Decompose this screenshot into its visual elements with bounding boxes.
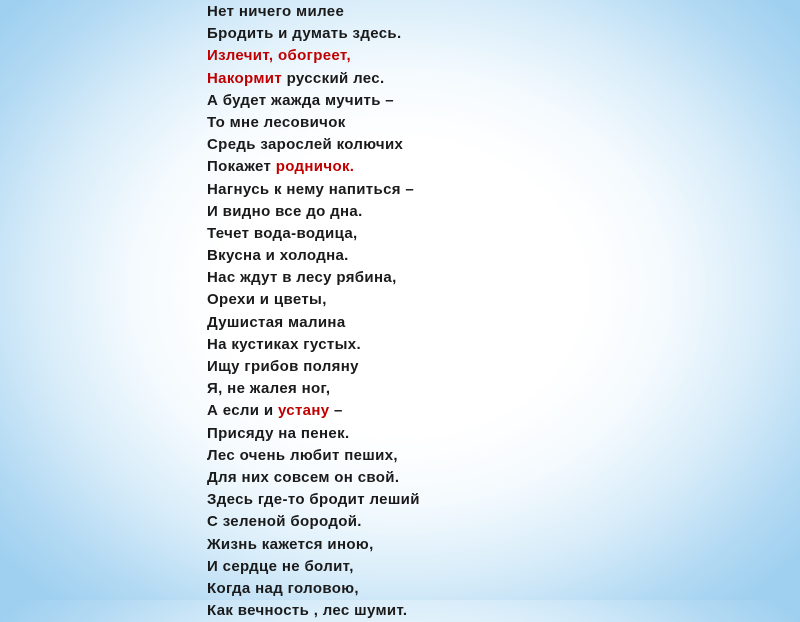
poem-line	[207, 312, 587, 334]
poem-text-segment: русский лес.	[282, 69, 385, 87]
poem-line	[207, 1, 587, 23]
poem-line	[207, 267, 587, 289]
poem-text-segment: И видно все до дна.	[207, 202, 363, 220]
poem-line	[207, 201, 587, 223]
poem-text-segment: И сердце не болит,	[207, 557, 354, 575]
poem-text-segment: То мне лесовичок	[207, 113, 346, 131]
poem-text-segment: Душистая малина	[207, 313, 346, 331]
poem-text-segment: Вкусна и холодна.	[207, 247, 349, 265]
poem-line	[207, 245, 587, 267]
highlighted-word: родничок.	[275, 158, 355, 176]
poem-line	[207, 534, 587, 556]
poem-text-segment: Нет ничего милее	[207, 3, 345, 20]
poem-text-segment: Средь зарослей колючих	[207, 136, 404, 154]
poem-line	[207, 134, 587, 156]
poem-line	[207, 445, 587, 467]
poem-line	[207, 467, 587, 489]
poem-text-segment: Как вечность , лес шумит.	[207, 602, 408, 620]
poem-line	[207, 156, 587, 178]
poem-line	[207, 556, 587, 578]
poem-line	[207, 378, 587, 400]
poem-line	[207, 45, 587, 67]
poem-text-segment: Для них совсем он свой.	[207, 468, 400, 486]
highlighted-word: Излечит, обогреет,	[207, 47, 351, 65]
poem-line	[207, 334, 587, 356]
poem-line	[207, 223, 587, 245]
poem-line	[207, 289, 587, 311]
highlighted-word: Накормит	[207, 69, 283, 87]
poem-text-segment: Нагнусь к нему напиться –	[207, 180, 415, 198]
poem-text-segment: Ищу грибов поляну	[207, 358, 359, 375]
poem-line	[207, 489, 587, 511]
poem-text-segment: А будет жажда мучить –	[207, 91, 394, 109]
poem-text-segment: Когда над головою,	[207, 579, 359, 597]
poem-line	[207, 511, 587, 533]
poem-text-segment: Нас ждут в лесу рябина,	[207, 269, 397, 287]
poem-line	[207, 68, 587, 90]
poem-line	[207, 400, 587, 422]
poem-text-segment: На кустиках густых.	[207, 335, 361, 353]
poem-text-segment: Я, не жалея ног,	[207, 380, 331, 398]
poem-text-segment: Течет вода-водица,	[207, 224, 358, 242]
poem-text-segment: Лес очень любит пеших,	[207, 446, 398, 464]
poem-text-segment: Орехи и цветы,	[207, 291, 327, 309]
highlighted-word: устану	[277, 402, 330, 420]
poem-line	[207, 423, 587, 445]
poem-line	[207, 578, 587, 600]
poem-text-segment: А если и	[207, 402, 278, 420]
poem-text-segment: Бродить и думать здесь.	[207, 25, 402, 43]
poem-line	[207, 600, 587, 622]
poem-text-segment: Присяду на пенек.	[207, 424, 350, 442]
poem-text-segment: Покажет	[207, 158, 276, 176]
poem-text-segment: С зеленой бородой.	[207, 513, 362, 531]
poem-line	[207, 112, 587, 134]
poem-line	[207, 356, 587, 378]
poem-line	[207, 23, 587, 45]
poem-line	[207, 179, 587, 201]
poem-text	[207, 1, 587, 622]
poem-text-segment: –	[329, 402, 343, 420]
poem-text-segment: Жизнь кажется иною,	[207, 535, 374, 553]
poem-text-segment: Здесь где-то бродит леший	[207, 491, 420, 509]
poem-line	[207, 90, 587, 112]
